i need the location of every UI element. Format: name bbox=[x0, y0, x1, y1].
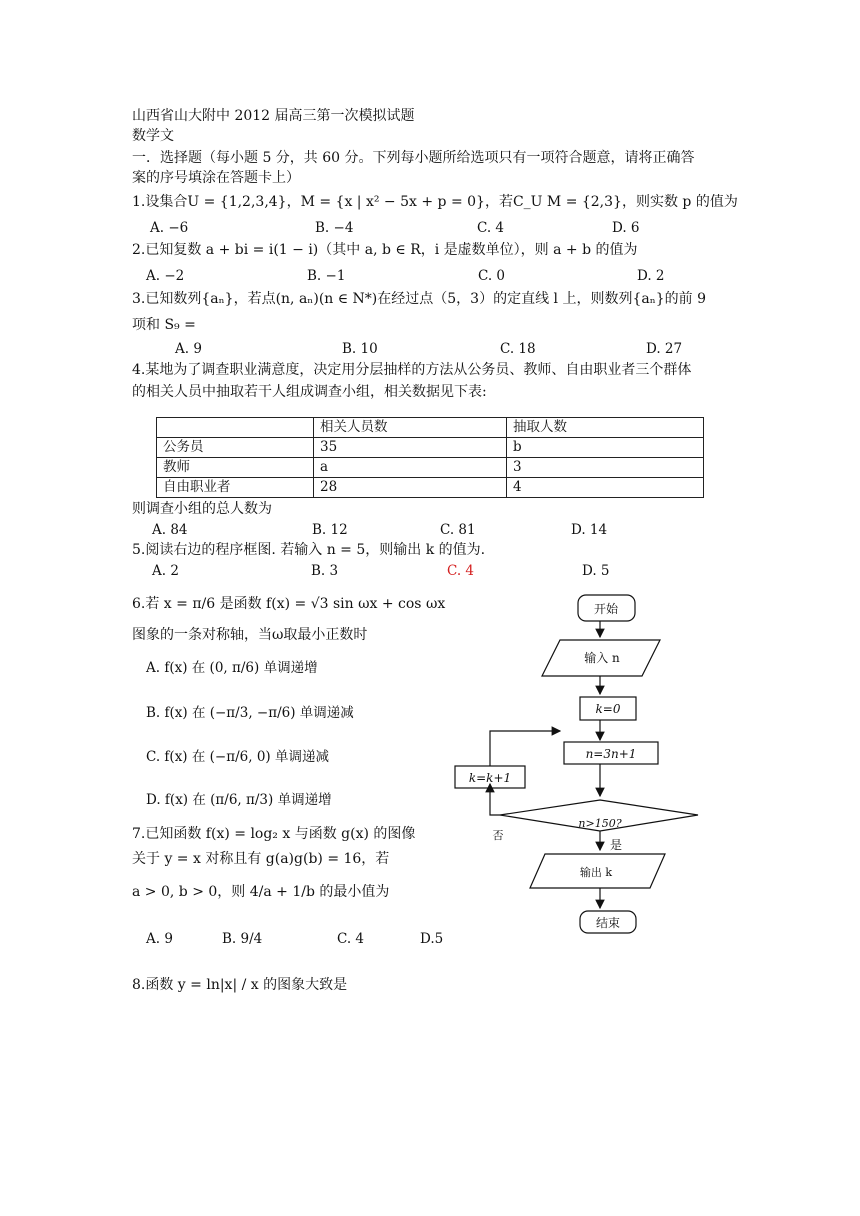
table-cell: 4 bbox=[507, 478, 704, 498]
question-3-option-c: C. 18 bbox=[500, 341, 536, 357]
table-cell: 自由职业者 bbox=[157, 478, 314, 498]
question-4-stem: 4.某地为了调查职业满意度，决定用分层抽样的方法从公务员、教师、自由职业者三个群体 bbox=[132, 362, 692, 378]
table-cell: 28 bbox=[314, 478, 507, 498]
table-header-cell: 抽取人数 bbox=[507, 418, 704, 438]
question-2-stem: 2.已知复数 a + bi = i(1 − i)（其中 a, b ∈ R，i 是虚数单位），则 a + b 的值为 bbox=[132, 242, 638, 258]
question-2-option-b: B. −1 bbox=[307, 268, 346, 284]
table-header-row bbox=[157, 418, 704, 438]
question-3-option-d: D. 27 bbox=[646, 341, 683, 357]
question-7-stem: 7.已知函数 f(x) = log₂ x 与函数 g(x) 的图像 bbox=[132, 826, 416, 842]
question-4-question: 则调查小组的总人数为 bbox=[132, 501, 272, 517]
question-7-option-d: D.5 bbox=[420, 931, 444, 947]
table-cell: 3 bbox=[507, 458, 704, 478]
table-row bbox=[157, 478, 704, 498]
question-1-option-d: D. 6 bbox=[612, 220, 640, 236]
question-6-option-b: B. f(x) 在 (−π/3, −π/6) 单调递减 bbox=[146, 705, 354, 721]
flowchart-no-label: 否 bbox=[492, 829, 504, 842]
table-header-cell: 相关人员数 bbox=[314, 418, 507, 438]
question-1-stem: 1.设集合U = {1,2,3,4}，M = {x | x² − 5x + p = 0}，若C_U M = {2,3}，则实数 p 的值为 bbox=[132, 194, 738, 210]
question-5-option-a: A. 2 bbox=[152, 563, 179, 579]
table-header-cell bbox=[157, 418, 314, 438]
question-4-option-d: D. 14 bbox=[571, 522, 608, 538]
question-2-option-c: C. 0 bbox=[478, 268, 506, 284]
question-6-option-d: D. f(x) 在 (π/6, π/3) 单调递增 bbox=[146, 792, 332, 808]
flowchart-yes-label: 是 bbox=[609, 838, 623, 852]
question-7-option-a: A. 9 bbox=[146, 931, 173, 947]
table-cell: b bbox=[507, 438, 704, 458]
question-4-stem-cont: 的相关人员中抽取若干人组成调查小组，相关数据见下表: bbox=[132, 384, 487, 400]
question-4-option-b: B. 12 bbox=[312, 522, 348, 538]
question-7-stem-cont: 关于 y = x 对称且有 g(a)g(b) = 16，若 bbox=[132, 851, 390, 867]
question-2-option-d: D. 2 bbox=[637, 268, 665, 284]
data-table bbox=[156, 417, 704, 498]
question-5-option-c: C. 4 bbox=[447, 563, 475, 579]
question-6-option-c: C. f(x) 在 (−π/6, 0) 单调递减 bbox=[146, 749, 329, 765]
flowchart-start-label: 开始 bbox=[593, 602, 619, 616]
subject-label: 数学文 bbox=[132, 128, 174, 144]
question-6-option-a: A. f(x) 在 (0, π/6) 单调递增 bbox=[146, 660, 318, 676]
question-3-stem: 3.已知数列{aₙ}，若点(n, aₙ)(n ∈ N*)在经过点（5，3）的定直线 l 上，则数列{aₙ}的前 9 bbox=[132, 291, 707, 307]
table-cell: 35 bbox=[314, 438, 507, 458]
question-4-option-a: A. 84 bbox=[152, 522, 188, 538]
program-flowchart bbox=[450, 590, 710, 940]
table-row bbox=[157, 458, 704, 478]
table-cell: 教师 bbox=[157, 458, 314, 478]
question-3-stem-cont: 项和 S₉ = bbox=[132, 317, 196, 333]
question-5-stem: 5.阅读右边的程序框图. 若输入 n = 5，则输出 k 的值为. bbox=[132, 542, 486, 558]
question-6-stem-cont: 图象的一条对称轴，当ω取最小正数时 bbox=[132, 627, 368, 643]
flowchart-init-label: k=0 bbox=[595, 702, 621, 716]
question-3-option-b: B. 10 bbox=[342, 341, 378, 357]
question-8-stem: 8.函数 y = ln|x| / x 的图象大致是 bbox=[132, 977, 348, 993]
flowchart-output-label: 输出 k bbox=[579, 866, 613, 879]
section-heading-cont: 案的序号填涂在答题卡上） bbox=[132, 170, 300, 186]
table-cell: 公务员 bbox=[157, 438, 314, 458]
question-7-option-b: B. 9/4 bbox=[222, 931, 263, 947]
exam-title: 山西省山大附中 2012 届高三第一次模拟试题 bbox=[132, 108, 415, 124]
flowchart-end-label: 结束 bbox=[595, 916, 621, 930]
flowchart-condition-label: n>150? bbox=[578, 817, 622, 830]
table-row bbox=[157, 438, 704, 458]
question-5-option-b: B. 3 bbox=[311, 563, 339, 579]
flowchart-update-label: n=3n+1 bbox=[585, 747, 637, 761]
question-2-option-a: A. −2 bbox=[146, 268, 185, 284]
question-7-option-c: C. 4 bbox=[337, 931, 365, 947]
question-1-option-b: B. −4 bbox=[315, 220, 354, 236]
question-5-option-d: D. 5 bbox=[582, 563, 610, 579]
question-1-option-a: A. −6 bbox=[150, 220, 189, 236]
table-cell: a bbox=[314, 458, 507, 478]
question-7-stem-cont2: a > 0, b > 0，则 4/a + 1/b 的最小值为 bbox=[132, 884, 390, 900]
question-4-option-c: C. 81 bbox=[440, 522, 476, 538]
question-3-option-a: A. 9 bbox=[175, 341, 202, 357]
question-6-stem: 6.若 x = π/6 是函数 f(x) = √3 sin ωx + cos ωx bbox=[132, 596, 446, 612]
flowchart-increment-label: k=k+1 bbox=[468, 771, 512, 785]
flowchart-input-label: 输入 n bbox=[584, 651, 620, 665]
question-1-option-c: C. 4 bbox=[477, 220, 505, 236]
section-heading: 一．选择题（每小题 5 分，共 60 分。下列每小题所给选项只有一项符合题意，请将正确答 bbox=[132, 150, 695, 166]
